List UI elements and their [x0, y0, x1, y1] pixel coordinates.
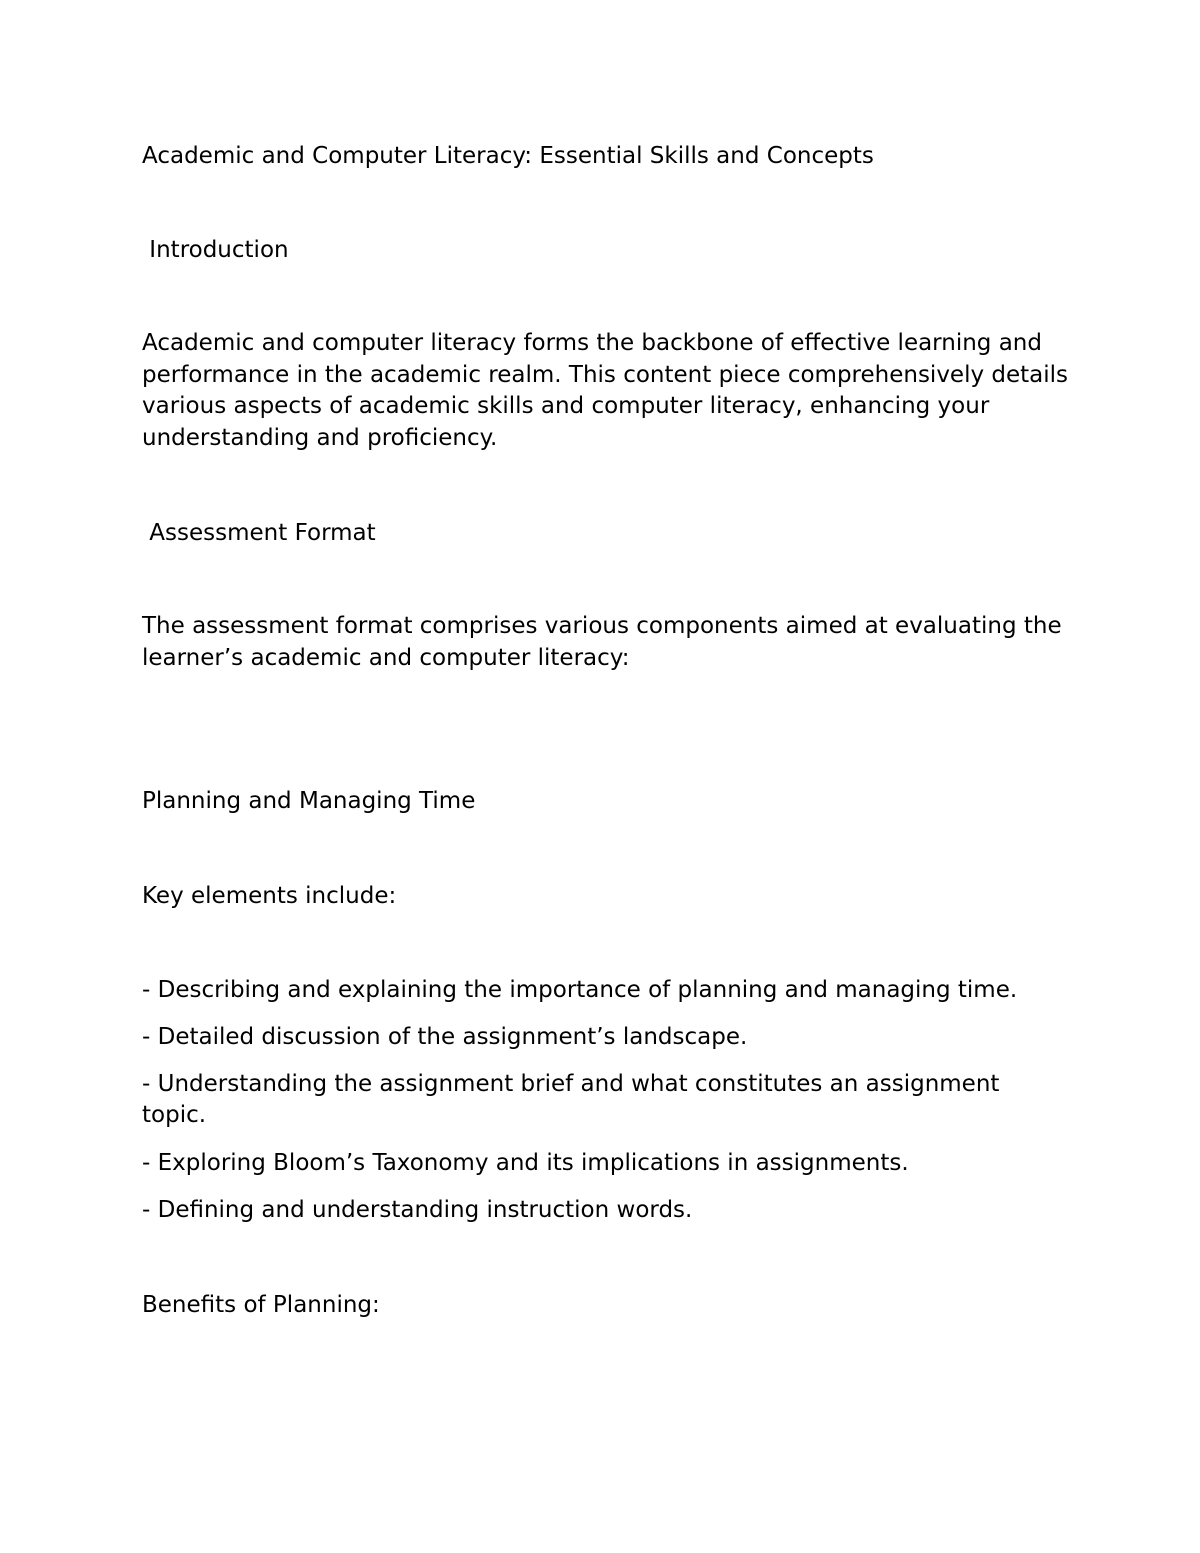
- list-item: - Understanding the assignment brief and what constitutes an assignment topic.: [142, 1071, 1000, 1128]
- document-title: Academic and Computer Literacy: Essential Skills and Concepts: [142, 143, 874, 169]
- list-item: - Describing and explaining the importance of planning and managing time.: [142, 977, 1018, 1003]
- introduction-heading: Introduction: [142, 237, 289, 263]
- list-item: - Defining and understanding instruction words.: [142, 1197, 693, 1223]
- assessment-format-paragraph: The assessment format comprises various components aimed at evaluating the learner’s academic and computer literacy:: [142, 613, 1062, 671]
- assessment-format-heading: Assessment Format: [142, 520, 376, 546]
- key-elements-label: Key elements include:: [142, 883, 397, 909]
- list-item: - Detailed discussion of the assignment’s landscape.: [142, 1024, 748, 1050]
- list-item: - Exploring Bloom’s Taxonomy and its implications in assignments.: [142, 1150, 909, 1176]
- planning-heading: Planning and Managing Time: [142, 788, 476, 814]
- introduction-paragraph: Academic and computer literacy forms the backbone of effective learning and performance in the academic realm. This content piece comprehensively details various aspects of academic skills and computer literacy, enhancing your understanding and proficiency.: [142, 330, 1069, 451]
- benefits-label: Benefits of Planning:: [142, 1292, 380, 1318]
